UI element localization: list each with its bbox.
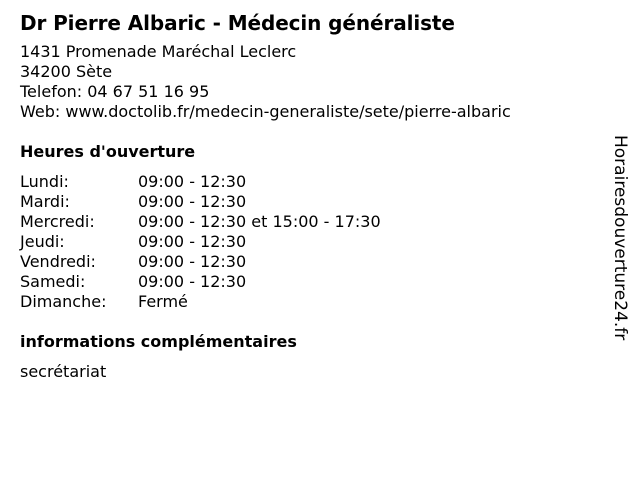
business-title: Dr Pierre Albaric - Médecin généraliste	[20, 11, 455, 35]
address-block	[20, 42, 610, 122]
brand-watermark	[600, 135, 640, 395]
city: 34200 Sète	[20, 62, 113, 81]
time-value: 09:00 - 12:30	[138, 252, 247, 271]
info-heading: informations complémentaires	[20, 332, 297, 351]
brand-name: Horairesdouverture24.fr	[610, 135, 630, 341]
hours-row-friday	[20, 252, 610, 272]
opening-hours-list	[20, 172, 610, 312]
day-label: Jeudi:	[20, 232, 65, 251]
day-label: Mardi:	[20, 192, 70, 211]
time-value: 09:00 - 12:30	[138, 172, 247, 191]
day-label: Mercredi:	[20, 212, 95, 231]
street-address: 1431 Promenade Maréchal Leclerc	[20, 42, 297, 61]
time-value: 09:00 - 12:30	[138, 272, 247, 291]
website-link[interactable]: Web: www.doctolib.fr/medecin-generaliste/sete/pierre-albaric	[20, 102, 511, 121]
time-value: 09:00 - 12:30 et 15:00 - 17:30	[138, 212, 381, 231]
info-text: secrétariat	[20, 362, 107, 381]
time-value: Fermé	[138, 292, 188, 311]
hours-row-thursday	[20, 232, 610, 252]
phone-number[interactable]: Telefon: 04 67 51 16 95	[20, 82, 210, 101]
hours-heading: Heures d'ouverture	[20, 142, 196, 161]
day-label: Dimanche:	[20, 292, 107, 311]
hours-row-tuesday	[20, 192, 610, 212]
time-value: 09:00 - 12:30	[138, 192, 247, 211]
business-card	[20, 10, 610, 382]
hours-row-sunday	[20, 292, 610, 312]
time-value: 09:00 - 12:30	[138, 232, 247, 251]
hours-row-saturday	[20, 272, 610, 292]
hours-row-monday	[20, 172, 610, 192]
day-label: Vendredi:	[20, 252, 96, 271]
day-label: Samedi:	[20, 272, 86, 291]
day-label: Lundi:	[20, 172, 69, 191]
hours-row-wednesday	[20, 212, 610, 232]
